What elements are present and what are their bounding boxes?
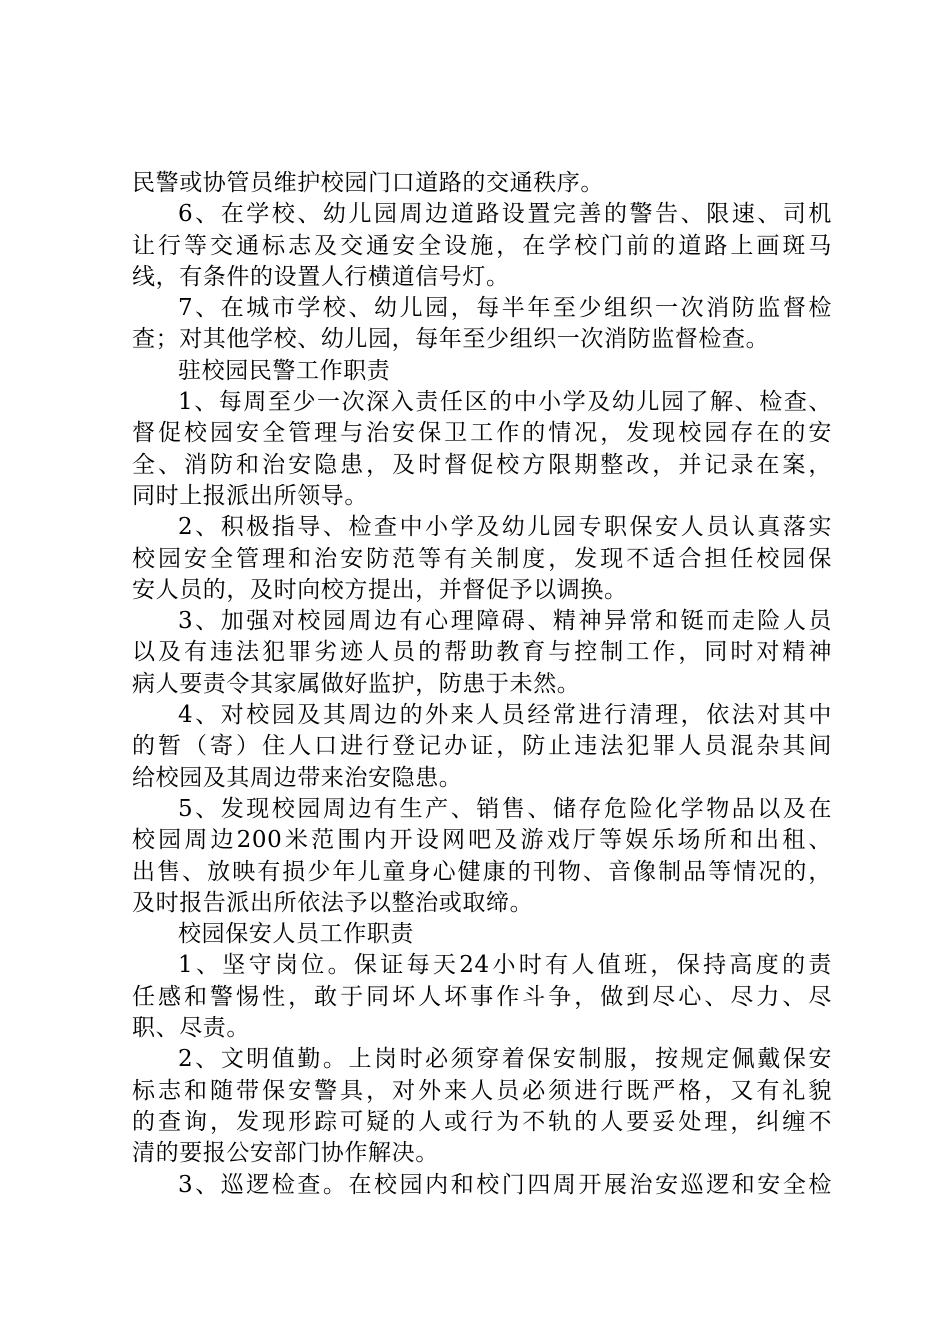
text-line: 线，有条件的设置人行横道信号灯。 <box>132 263 510 290</box>
text-line: 2、文明值勤。上岗时必须穿着保安制服，按规定佩戴保安 <box>178 1046 832 1073</box>
document-body <box>132 168 832 1201</box>
text-line: 出售、放映有损少年儿童身心健康的刊物、音像制品等情况的， <box>132 858 832 885</box>
text-line: 给校园及其周边带来治安隐患。 <box>132 764 463 791</box>
text-line: 7、在城市学校、幼儿园，每半年至少组织一次消防监督检 <box>178 295 832 322</box>
text-line: 的暂（寄）住人口进行登记办证，防止违法犯罪人员混杂其间 <box>132 733 832 760</box>
text-line: 督促校园安全管理与治安保卫工作的情况，发现校园存在的安 <box>132 420 832 447</box>
text-line: 3、加强对校园周边有心理障碍、精神异常和铤而走险人员 <box>178 608 832 635</box>
text-line: 3、巡逻检查。在校园内和校门四周开展治安巡逻和安全检 <box>178 1171 832 1198</box>
text-line: 1、每周至少一次深入责任区的中小学及幼儿园了解、检查、 <box>178 389 832 416</box>
text-line: 的查询，发现形踪可疑的人或行为不轨的人要妥处理，纠缠不 <box>132 1108 832 1135</box>
text-line: 2、积极指导、检查中小学及幼儿园专职保安人员认真落实 <box>178 514 832 541</box>
text-line: 以及有违法犯罪劣迹人员的帮助教育与控制工作，同时对精神 <box>132 639 832 666</box>
text-line: 安人员的，及时向校方提出，并督促予以调换。 <box>132 576 628 603</box>
text-line: 1、坚守岗位。保证每天24小时有人值班，保持高度的责 <box>178 952 832 979</box>
text-line: 职、尽责。 <box>132 1015 250 1042</box>
text-line: 标志和随带保安警具，对外来人员必须进行既严格，又有礼貌 <box>132 1077 832 1104</box>
text-line: 让行等交通标志及交通安全设施，在学校门前的道路上画斑马 <box>132 232 832 259</box>
text-line: 校园安全管理和治安防范等有关制度，发现不适合担任校园保 <box>132 545 832 572</box>
text-line: 及时报告派出所依法予以整治或取缔。 <box>132 889 534 916</box>
text-line: 驻校园民警工作职责 <box>178 357 391 384</box>
text-line: 5、发现校园周边有生产、销售、储存危险化学物品以及在 <box>178 795 832 822</box>
text-line: 校园保安人员工作职责 <box>178 921 414 948</box>
text-line: 4、对校园及其周边的外来人员经常进行清理，依法对其中 <box>178 702 832 729</box>
text-line: 全、消防和治安隐患，及时督促校方限期整改，并记录在案， <box>132 451 832 478</box>
text-line: 6、在学校、幼儿园周边道路设置完善的警告、限速、司机 <box>178 201 832 228</box>
text-line: 查；对其他学校、幼儿园，每年至少组织一次消防监督检查。 <box>132 326 770 353</box>
text-line: 清的要报公安部门协作解决。 <box>132 1140 439 1167</box>
text-line: 病人要责令其家属做好监护，防患于未然。 <box>132 670 581 697</box>
text-line: 同时上报派出所领导。 <box>132 482 368 509</box>
text-line: 校园周边200米范围内开设网吧及游戏厅等娱乐场所和出租、 <box>132 827 832 854</box>
text-line: 任感和警惕性，敢于同坏人坏事作斗争，做到尽心、尽力、尽 <box>132 983 832 1010</box>
text-line: 民警或协管员维护校园门口道路的交通秩序。 <box>132 170 604 196</box>
